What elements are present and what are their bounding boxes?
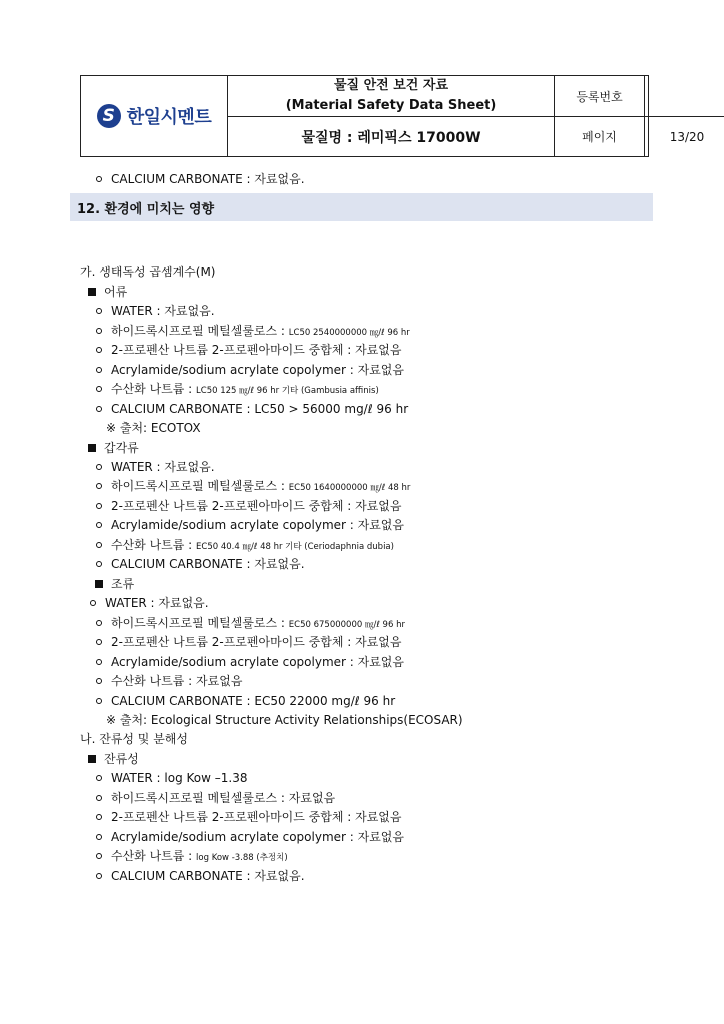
registration-number-value (645, 76, 724, 117)
list-item: CALCIUM CARBONATE : LC50 > 56000 mg/ℓ 96 hr (96, 401, 408, 419)
bullet-icon (90, 600, 96, 606)
bullet-icon (96, 483, 102, 489)
list-item: 2-프로펜산 나트륨 2-프로펜아마이드 중합체 : 자료없음 (96, 634, 401, 652)
bullet-icon (96, 386, 102, 392)
square-bullet-icon (88, 755, 96, 763)
group-heading: 갑각류 (88, 440, 139, 456)
list-item: Acrylamide/sodium acrylate copolymer : 자료없음 (96, 517, 404, 535)
bullet-icon (96, 367, 102, 373)
bullet-icon (96, 464, 102, 470)
list-item: WATER : 자료없음. (90, 595, 209, 613)
document-title-korean: 물질 안전 보건 자료 (333, 78, 449, 93)
registration-number-label: 등록번호 (555, 76, 645, 117)
company-logo-icon (97, 104, 121, 128)
list-item: 하이드록시프로필 메틸셀룰로스 : LC50 2540000000 ㎎/ℓ 96 hr (96, 323, 410, 341)
bullet-icon (96, 775, 102, 781)
list-item: CALCIUM CARBONATE : EC50 22000 mg/ℓ 96 hr (96, 693, 395, 711)
bullet-icon (96, 347, 102, 353)
bullet-icon (96, 522, 102, 528)
list-item: 수산화 나트륨 : LC50 125 ㎎/ℓ 96 hr 기타 (Gambusia affinis) (96, 381, 379, 399)
source-note: ※ 출처: ECOTOX (106, 421, 201, 435)
list-item: Acrylamide/sodium acrylate copolymer : 자료없음 (96, 362, 404, 380)
material-name: 물질명 : 레미픽스 17000W (228, 117, 555, 156)
group-heading: 잔류성 (88, 751, 139, 767)
subsection-title: 가. 생태독성 곱셈계수(M) (80, 265, 216, 279)
list-item: WATER : 자료없음. (96, 459, 215, 477)
list-item: Acrylamide/sodium acrylate copolymer : 자료없음 (96, 829, 404, 847)
list-item: 2-프로펜산 나트륨 2-프로펜아마이드 중합체 : 자료없음 (96, 342, 401, 360)
list-item: 하이드록시프로필 메틸셀룰로스 : 자료없음 (96, 790, 335, 808)
source-note: ※ 출처: Ecological Structure Activity Relationships(ECOSAR) (106, 713, 463, 727)
bullet-icon (96, 561, 102, 567)
bullet-icon (96, 620, 102, 626)
bullet-icon (96, 834, 102, 840)
bullet-icon (96, 308, 102, 314)
group-heading: 어류 (88, 284, 127, 300)
logo-cell (81, 76, 228, 156)
square-bullet-icon (88, 288, 96, 296)
bullet-icon (96, 853, 102, 859)
group-heading: 조류 (95, 576, 134, 592)
subsection-title: 나. 잔류성 및 분해성 (80, 732, 188, 746)
list-item: CALCIUM CARBONATE : 자료없음. (96, 868, 305, 886)
section-title: 12. 환경에 미치는 영향 (77, 201, 215, 217)
page-label: 페이지 (555, 117, 645, 156)
section-heading (70, 193, 653, 221)
list-item: WATER : 자료없음. (96, 303, 215, 321)
bullet-icon (96, 176, 102, 182)
company-logo-text: 한일시멘트 (126, 107, 212, 128)
document-title-english: (Material Safety Data Sheet) (285, 98, 497, 113)
bullet-icon (96, 503, 102, 509)
bullet-icon (96, 814, 102, 820)
document-title (228, 76, 555, 117)
list-item: CALCIUM CARBONATE : 자료없음. (96, 556, 305, 574)
list-item: 수산화 나트륨 : log Kow -3.88 (추정치) (96, 848, 288, 866)
bullet-icon (96, 698, 102, 704)
list-item: WATER : log Kow –1.38 (96, 770, 247, 788)
page-number: 13/20 (669, 129, 705, 144)
list-item: 하이드록시프로필 메틸셀룰로스 : EC50 1640000000 ㎎/ℓ 48 hr (96, 478, 410, 496)
square-bullet-icon (88, 444, 96, 452)
list-item: CALCIUM CARBONATE : 자료없음. (96, 171, 305, 187)
company-logo (97, 103, 211, 129)
bullet-icon (96, 639, 102, 645)
bullet-icon (96, 659, 102, 665)
list-item: Acrylamide/sodium acrylate copolymer : 자료없음 (96, 654, 404, 672)
bullet-icon (96, 795, 102, 801)
bullet-icon (96, 406, 102, 412)
bullet-icon (96, 328, 102, 334)
list-item: 수산화 나트륨 : 자료없음 (96, 673, 242, 691)
bullet-icon (96, 542, 102, 548)
bullet-icon (96, 873, 102, 879)
list-item: 수산화 나트륨 : EC50 40.4 ㎎/ℓ 48 hr 기타 (Ceriodaphnia dubia) (96, 537, 394, 555)
list-item: 2-프로펜산 나트륨 2-프로펜아마이드 중합체 : 자료없음 (96, 809, 401, 827)
list-item: 하이드록시프로필 메틸셀룰로스 : EC50 675000000 ㎎/ℓ 96 hr (96, 615, 405, 633)
bullet-icon (96, 678, 102, 684)
msds-header-table (80, 75, 705, 157)
list-item: 2-프로펜산 나트륨 2-프로펜아마이드 중합체 : 자료없음 (96, 498, 401, 516)
square-bullet-icon (95, 580, 103, 588)
